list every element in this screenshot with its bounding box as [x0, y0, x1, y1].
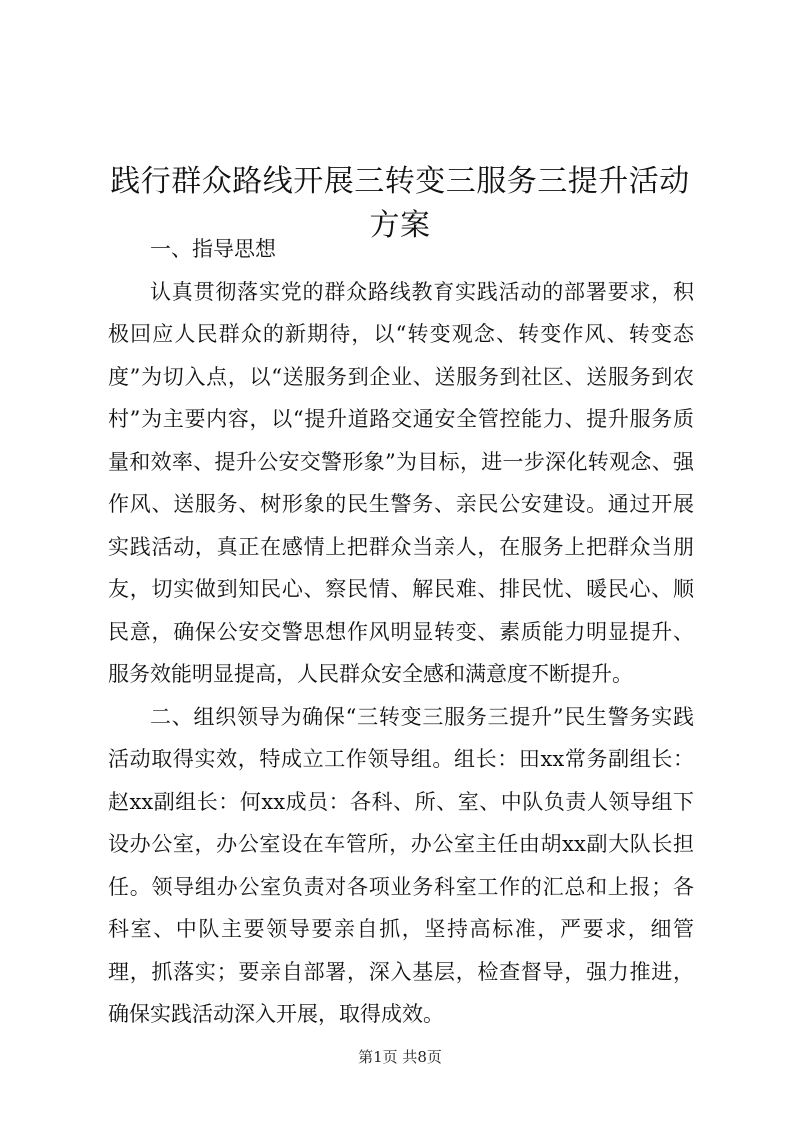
document-title: 践行群众路线开展三转变三服务三提升活动方案	[110, 164, 690, 244]
paragraph-organization-leadership: 二、组织领导为确保“三转变三服务三提升”民生警务实践活动取得实效，特成立工作领导组。组长：田xx常务副组长：赵xx副组长：何xx成员：各科、所、室、中队负责人领导组下设办公室，办公室设在车管所，办公室主任由胡xx副大队长担任。领导组办公室负责对各项业务科室工作的汇总和上报；各科室、中队主要领导要亲自抓，坚持高标准，严要求，细管理，抓落实；要亲自部署，深入基层，检查督导，强力推进，确保实践活动深入开展，取得成效。	[108, 704, 694, 1026]
document-body	[108, 228, 694, 1036]
paragraph-guiding-thought: 认真贯彻落实党的群众路线教育实践活动的部署要求，积极回应人民群众的新期待，以“转变观念、转变作风、转变态度”为切入点，以“送服务到企业、送服务到社区、送服务到农村”为主要内容，以“提升道路交通安全管控能力、提升服务质量和效率、提升公安交警形象”为目标，进一步深化转观念、强作风、送服务、树形象的民生警务、亲民公安建设。通过开展实践活动，真正在感情上把群众当亲人，在服务上把群众当朋友，切实做到知民心、察民情、解民难、排民忧、暖民心、顺民意，确保公安交警思想作风明显转变、素质能力明显提升、服务效能明显提高，人民群众安全感和满意度不断提升。	[108, 279, 694, 686]
section-heading-guiding-thought: 一、指导思想	[150, 237, 276, 261]
page-footer: 第1页 共8页	[358, 1048, 442, 1066]
